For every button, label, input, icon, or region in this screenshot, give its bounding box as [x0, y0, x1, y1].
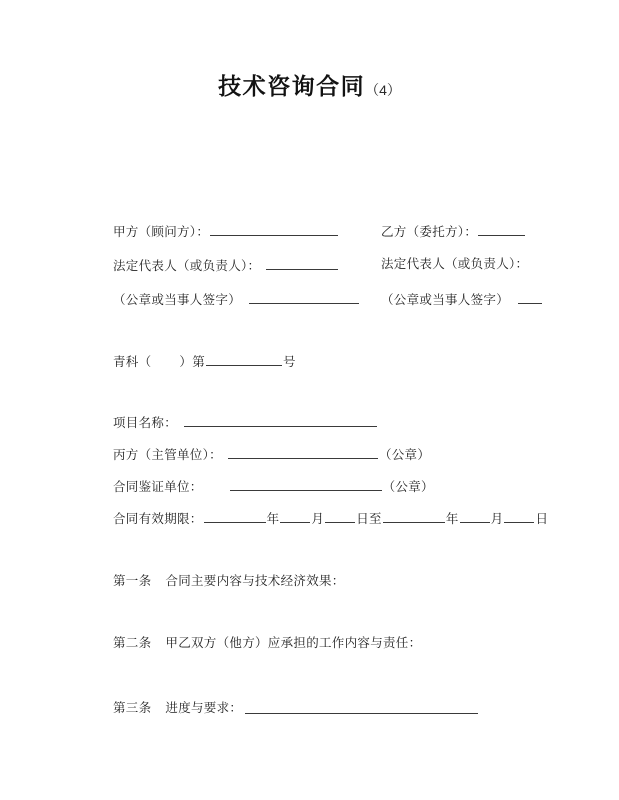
party-a-legal-rep-label: 法定代表人（或负责人）：: [113, 259, 261, 273]
validity-start-year-unit: 年: [266, 512, 280, 526]
party-b-legal-rep-label: 法定代表人（或负责人）：: [381, 257, 529, 271]
validity-end-day-blank[interactable]: [504, 509, 534, 523]
supervisor-unit-row: [113, 445, 430, 463]
party-a-label: 甲方（顾问方）：: [113, 225, 210, 239]
clause-3-number: 第三条: [113, 701, 152, 715]
validity-end-day-unit: 日: [535, 512, 549, 526]
clause-3-row: [113, 700, 242, 716]
party-a-row: [113, 222, 339, 240]
title-main-text: 技术咨询合同: [218, 73, 366, 99]
party-b-seal-row: [381, 290, 543, 308]
validity-start-month-blank[interactable]: [280, 509, 310, 523]
page-title: [0, 68, 619, 101]
validity-period-label: 合同有效期限：: [113, 512, 203, 526]
witness-unit-label: 合同鉴证单位：: [113, 480, 203, 494]
clause-1-number: 第一条: [113, 574, 152, 588]
clause-2-row: [113, 635, 421, 651]
serial-number-row: [113, 352, 296, 370]
validity-end-month-blank[interactable]: [460, 509, 490, 523]
validity-end-year-blank[interactable]: [383, 509, 445, 523]
witness-unit-blank[interactable]: [230, 477, 382, 491]
party-b-seal-blank[interactable]: [518, 290, 542, 304]
project-name-label: 项目名称：: [113, 416, 178, 430]
supervisor-unit-seal-label: （公章）: [378, 448, 431, 462]
clause-2-number: 第二条: [113, 636, 152, 650]
validity-start-day-unit: 日: [356, 512, 370, 526]
validity-start-year-blank[interactable]: [204, 509, 266, 523]
party-b-seal-label: （公章或当事人签字）: [381, 293, 510, 307]
validity-range-to-label: 至: [369, 512, 382, 526]
party-a-seal-blank[interactable]: [249, 290, 359, 304]
clause-3-text: 进度与要求：: [165, 701, 243, 715]
party-b-row: [381, 222, 526, 240]
clause-1-row: [113, 573, 345, 589]
witness-unit-seal-label: （公章）: [382, 480, 434, 494]
party-a-blank[interactable]: [210, 222, 338, 236]
party-b-blank[interactable]: [478, 222, 525, 236]
validity-start-month-unit: 月: [311, 512, 325, 526]
serial-middle-label: ）第: [179, 355, 206, 369]
party-a-legal-rep-row: [113, 256, 339, 274]
validity-period-row: [113, 509, 548, 527]
project-name-blank[interactable]: [184, 413, 377, 427]
validity-start-day-blank[interactable]: [325, 509, 355, 523]
validity-end-year-unit: 年: [445, 512, 459, 526]
party-b-label: 乙方（委托方）：: [381, 225, 478, 239]
project-name-row: [113, 413, 378, 431]
party-a-legal-rep-blank[interactable]: [266, 256, 338, 270]
supervisor-unit-blank[interactable]: [228, 445, 378, 459]
party-a-seal-label: （公章或当事人签字）: [113, 293, 242, 307]
serial-number-blank[interactable]: [206, 352, 282, 366]
supervisor-unit-label: 丙方（主管单位）：: [113, 448, 222, 462]
party-b-legal-rep-row: [381, 256, 528, 272]
serial-suffix-label: 号: [283, 355, 296, 369]
party-a-seal-row: [113, 290, 360, 308]
clause-3-blank[interactable]: [245, 713, 478, 714]
clause-2-text: 甲乙双方（他方）应承担的工作内容与责任：: [165, 636, 422, 650]
witness-unit-row: [113, 477, 434, 495]
serial-prefix-label: 青科（: [113, 355, 152, 369]
clause-1-text: 合同主要内容与技术经济效果：: [165, 574, 345, 588]
title-suffix-text: （4）: [365, 82, 401, 98]
validity-end-month-unit: 月: [490, 512, 504, 526]
